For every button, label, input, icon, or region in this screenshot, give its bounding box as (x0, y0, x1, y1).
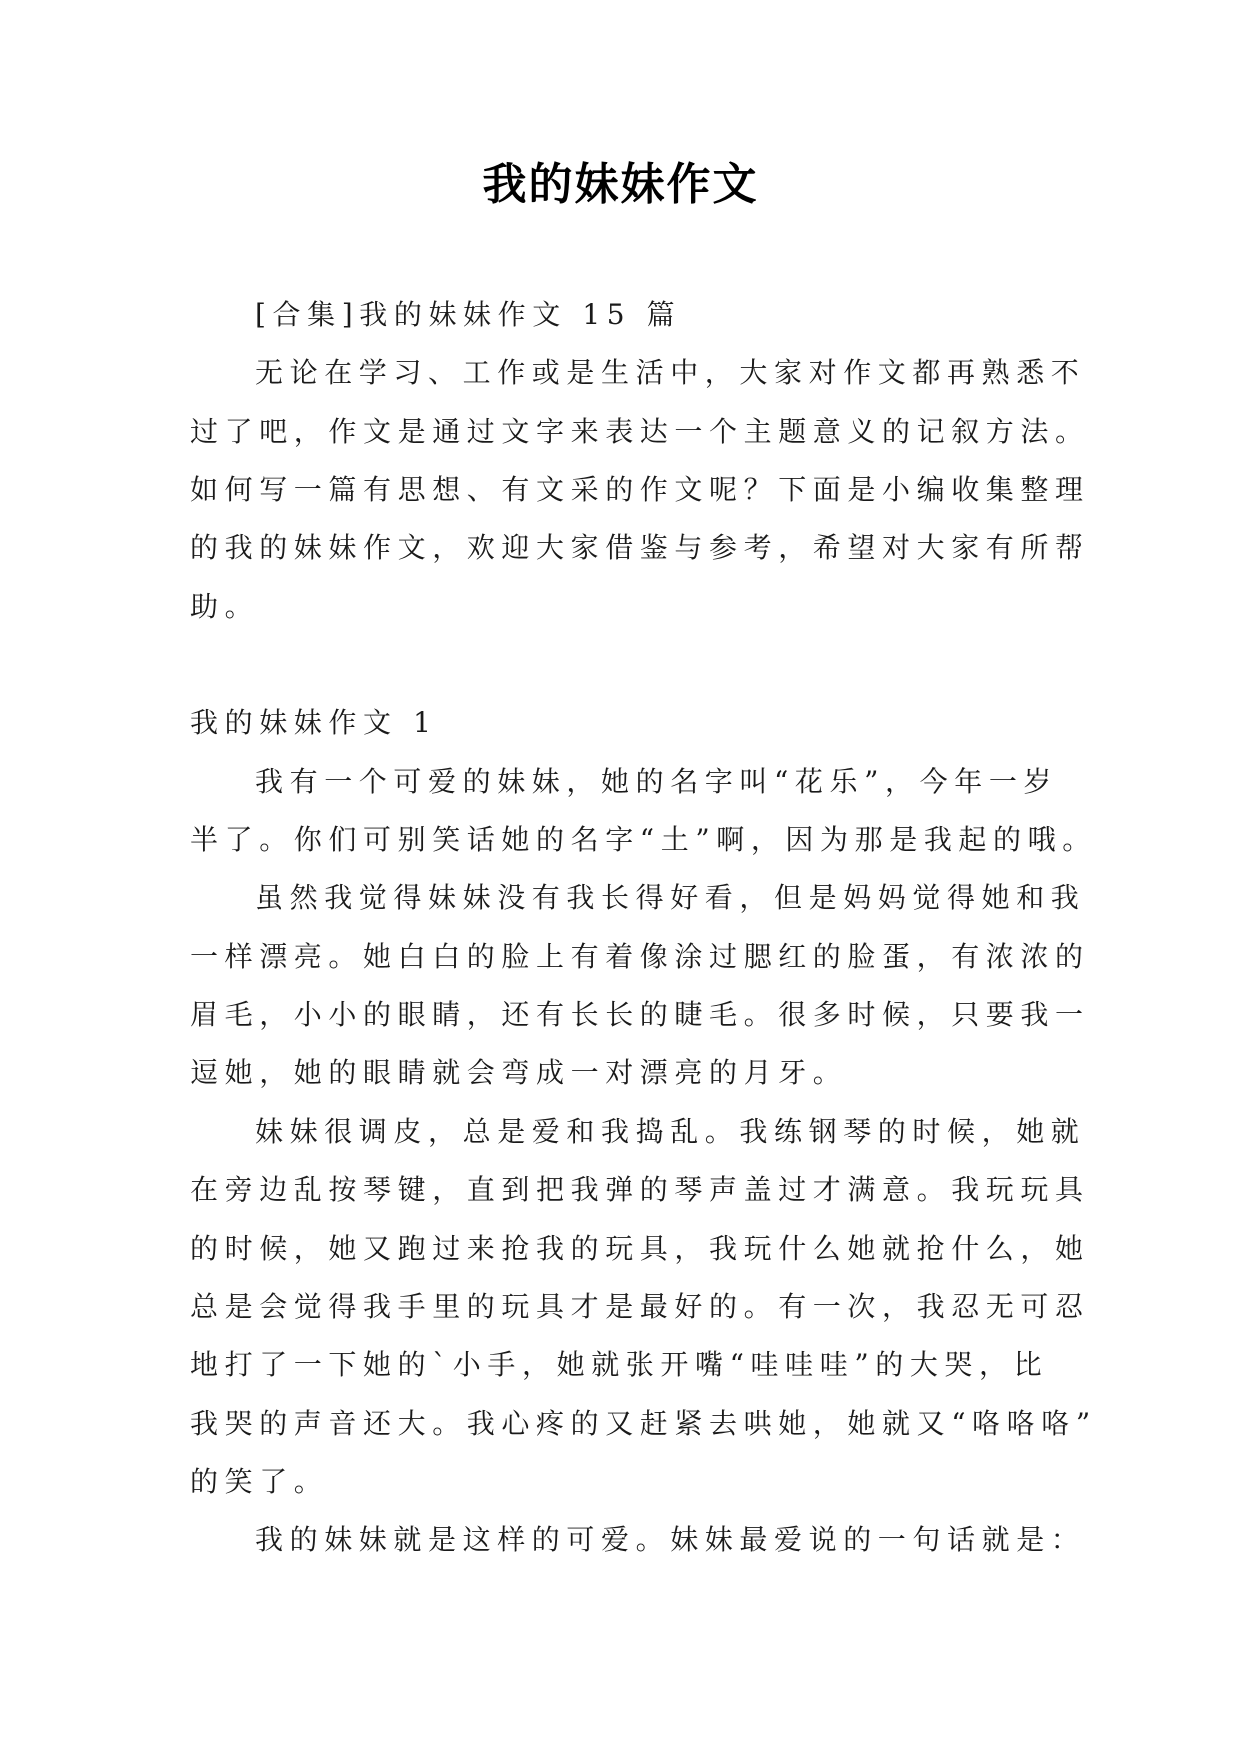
paragraph-line: 在旁边乱按琴键，直到把我弹的琴声盖过才满意。我玩玩具 (190, 1173, 1090, 1207)
section-paragraph (190, 753, 1097, 870)
paragraph-line: 的笑了。 (190, 1464, 329, 1498)
paragraph-line: 助。 (190, 589, 260, 623)
section-heading: 我的妹妹作文 1 (190, 706, 438, 740)
paragraph-line: 我有一个可爱的妹妹，她的名字叫“花乐”，今年一岁 (255, 764, 1059, 798)
paragraph-line: 一样漂亮。她白白的脸上有着像涂过腮红的脸蛋，有浓浓的 (190, 939, 1090, 973)
paragraph-line: 逗她，她的眼睛就会弯成一对漂亮的月牙。 (190, 1056, 848, 1090)
intro-heading: [合集]我的妹妹作文 15 篇 (255, 298, 682, 331)
document-title: 我的妹妹作文 (482, 159, 759, 210)
paragraph-line: 过了吧，作文是通过文字来表达一个主题意义的记叙方法。 (190, 414, 1090, 448)
paragraph-line: 无论在学习、工作或是生活中，大家对作文都再熟悉不 (255, 356, 1086, 390)
section-paragraph (190, 1103, 1097, 1511)
paragraph-line: 总是会觉得我手里的玩具才是最好的。有一次，我忍无可忍 (190, 1289, 1090, 1323)
section-paragraph (190, 1511, 1086, 1569)
paragraph-line: 我的妹妹就是这样的可爱。妹妹最爱说的一句话就是： (255, 1523, 1086, 1557)
paragraph-line: 我哭的声音还大。我心疼的又赶紧去哄她，她就又“咯咯咯” (190, 1406, 1097, 1440)
paragraph-line: 的我的妹妹作文，欢迎大家借鉴与参考，希望对大家有所帮 (190, 531, 1090, 565)
paragraph-line: 眉毛，小小的眼睛，还有长长的睫毛。很多时候，只要我一 (190, 998, 1090, 1032)
blank-line (190, 636, 1070, 694)
paragraph-line: 妹妹很调皮，总是爱和我捣乱。我练钢琴的时候，她就 (255, 1114, 1086, 1148)
paragraph-line: 虽然我觉得妹妹没有我长得好看，但是妈妈觉得她和我 (255, 881, 1086, 915)
paragraph-line: 地打了一下她的`小手，她就张开嘴“哇哇哇”的大哭，比 (190, 1348, 1049, 1382)
paragraph-line: 半了。你们可别笑话她的名字“土”啊，因为那是我起的哦。 (190, 823, 1097, 857)
section-paragraph (190, 869, 1090, 1102)
document-body (190, 286, 1097, 1570)
intro-paragraph (190, 344, 1090, 636)
paragraph-line: 的时候，她又跑过来抢我的玩具，我玩什么她就抢什么，她 (190, 1231, 1090, 1265)
paragraph-line: 如何写一篇有思想、有文采的作文呢？下面是小编收集整理 (190, 473, 1090, 507)
